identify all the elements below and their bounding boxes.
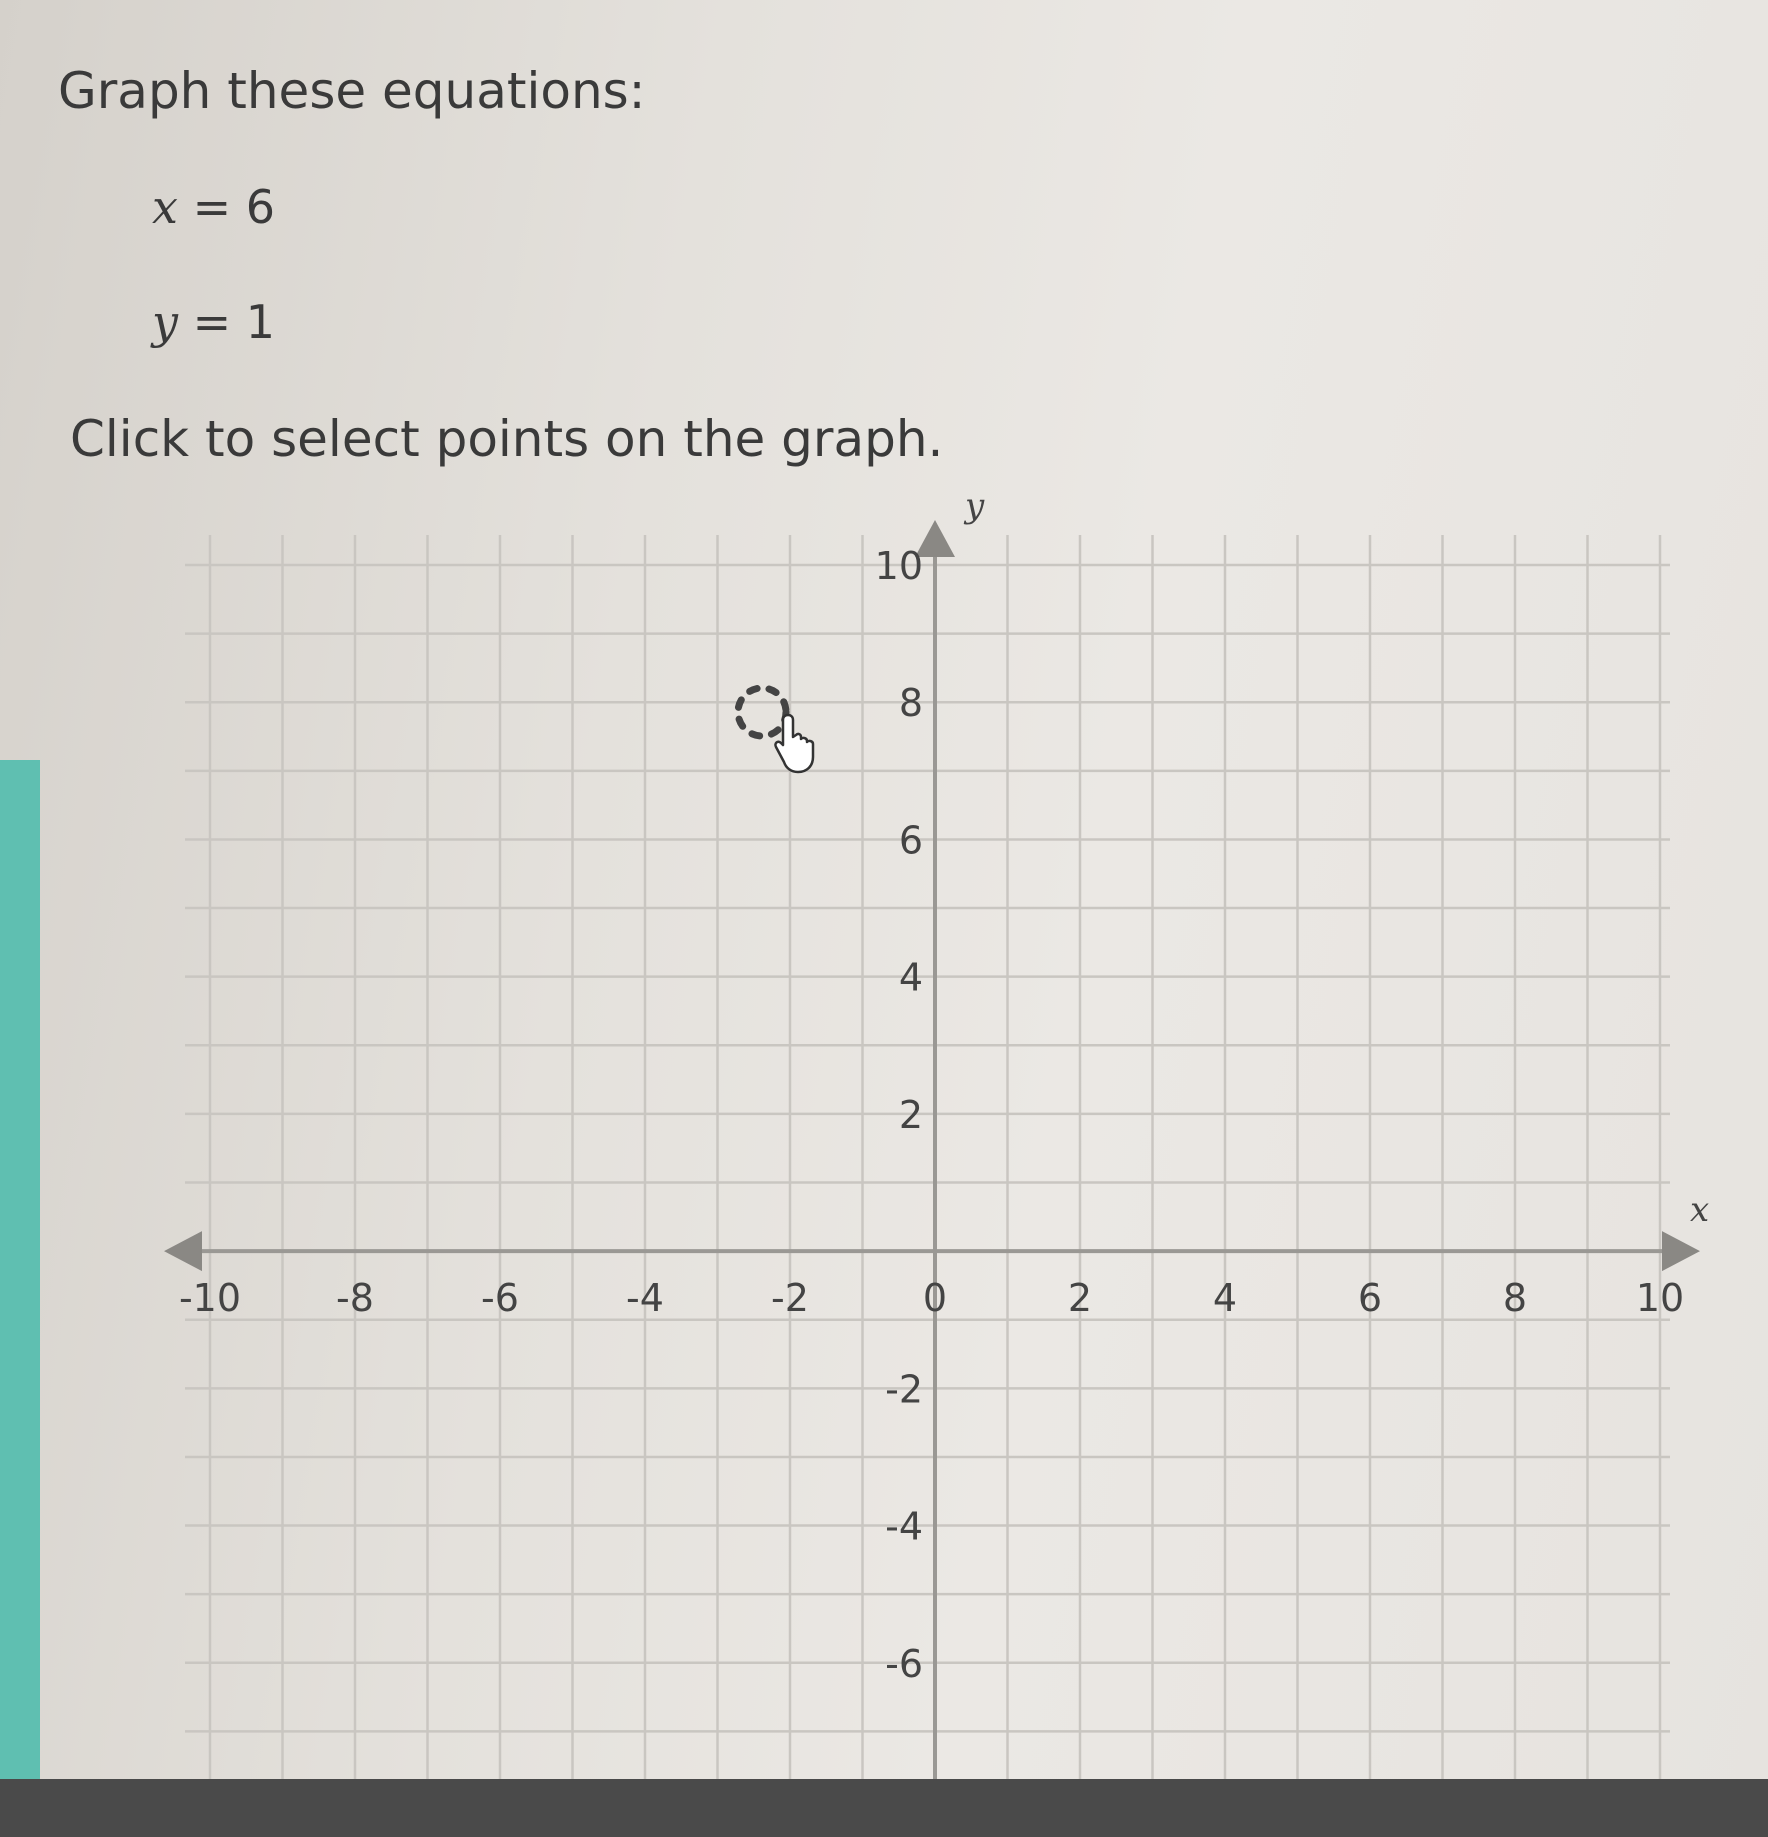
y-tick-label: -6: [885, 1641, 923, 1686]
x-tick-label: -8: [336, 1276, 374, 1321]
x-tick-label: 4: [1212, 1276, 1238, 1321]
x-tick-label: 2: [1067, 1276, 1093, 1321]
equation-2-value: = 1: [178, 295, 276, 349]
x-axis-arrow-left: [164, 1231, 202, 1271]
hand-pointer-icon: [775, 715, 813, 772]
equation-1-value: = 6: [177, 180, 276, 234]
x-tick-label: 0: [922, 1276, 948, 1321]
y-tick-label: 8: [898, 681, 923, 726]
y-tick-label: 10: [874, 544, 923, 588]
x-tick-label: -4: [626, 1276, 664, 1321]
x-tick-label: -10: [178, 1276, 242, 1321]
x-tick-label: 8: [1502, 1276, 1528, 1321]
y-tick-label: 2: [898, 1092, 923, 1137]
bottom-bar: [0, 1779, 1768, 1837]
x-tick-label: 6: [1357, 1276, 1383, 1321]
x-tick-label: -6: [481, 1276, 519, 1321]
y-tick-label: 6: [898, 818, 923, 863]
y-tick-label: -2: [885, 1367, 923, 1412]
equation-2-variable: y: [152, 295, 178, 349]
click-instruction: Click to select points on the graph.: [70, 410, 944, 468]
equation-1-variable: x: [152, 180, 178, 234]
grid-lines: [185, 535, 1670, 1837]
axes: [164, 520, 1700, 1837]
x-axis-label: x: [1690, 1190, 1710, 1231]
y-tick-label: -4: [885, 1504, 923, 1549]
x-axis-arrow-right: [1662, 1231, 1700, 1271]
x-tick-label: 10: [1635, 1276, 1685, 1321]
y-axis-label: y: [965, 486, 985, 526]
y-tick-label: 4: [898, 955, 923, 1000]
x-tick-label: -2: [771, 1276, 809, 1321]
problem-heading: Graph these equations:: [58, 62, 646, 120]
loading-spinner-icon: [738, 688, 786, 736]
